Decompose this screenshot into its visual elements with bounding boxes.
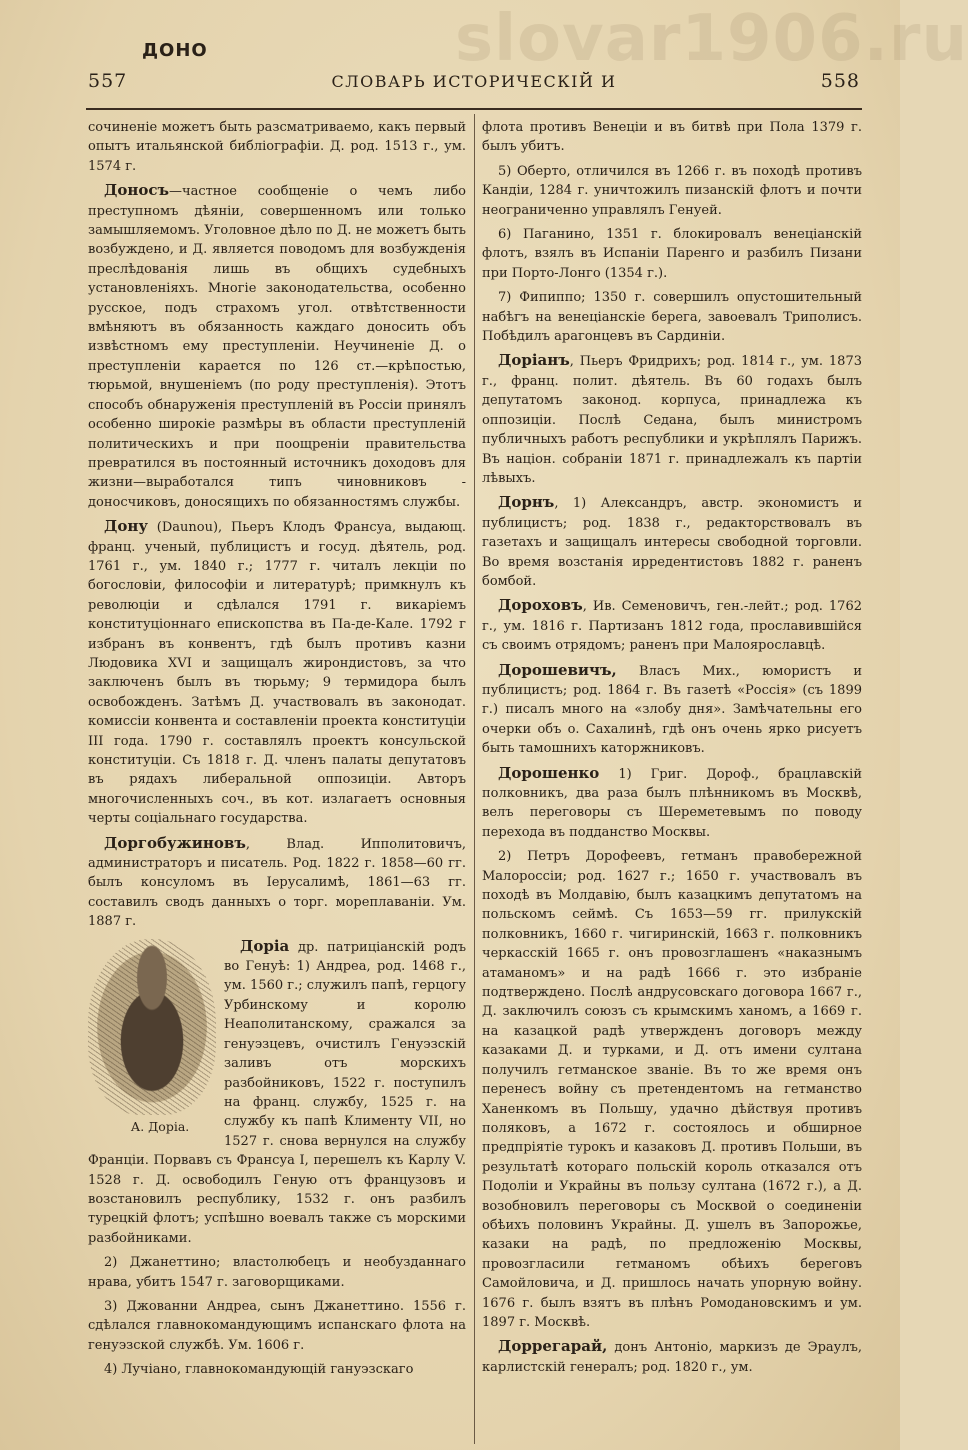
entry-text: Власъ Мих., юмористъ и публицистъ; род. 1864 г. Въ газетѣ «Россія» (съ 1899 г.) писалъ много на «злобу дня». Замѣчательны его очерки объ о. Сахалинѣ, гдѣ онъ очень ярко рисуетъ быть тамошнихъ каторжниковъ. bbox=[482, 663, 862, 757]
header-rule bbox=[86, 108, 862, 110]
running-head: ДОНО bbox=[142, 40, 208, 61]
portrait-caption: А. Доріа. bbox=[130, 1118, 190, 1134]
book-title: СЛОВАРЬ ИСТОРИЧЕСКІЙ И bbox=[331, 72, 617, 91]
entry-text: , Влад. Ипполитовичъ, администраторъ и писатель. Род. 1822 г. 1858—60 гг. былъ консуломъ въ Іерусалимѣ, 1861—63 гг. составилъ сводъ данныхъ о торг. мореплаваніи. Ум. 1887 г. bbox=[88, 836, 466, 930]
entry-text: , Ив. Семеновичъ, ген.-лейт.; род. 1762 г., ум. 1816 г. Партизанъ 1812 года, прославившійся съ своимъ отрядомъ; раненъ при Малоярославцѣ. bbox=[482, 599, 862, 654]
headword: Дороховъ bbox=[498, 596, 583, 615]
page-header bbox=[88, 70, 860, 96]
entry-doroshenko bbox=[482, 764, 862, 843]
entry-doria bbox=[88, 937, 466, 1249]
headword: Дорнъ bbox=[498, 493, 555, 512]
entry-doria-6: 6) Паганино, 1351 г. блокировалъ венеціанскій флотъ, взялъ въ Испаніи Паренго и разбилъ Пизани при Порто-Лонго (1354 г.). bbox=[482, 227, 862, 281]
entry-doria-3: 3) Джованни Андреа, сынъ Джанеттино. 1556 г. сдѣлался главнокомандующимъ испанскаго флота на генуэзской службѣ. Ум. 1606 г. bbox=[88, 1298, 466, 1353]
headword: Дорошевичъ, bbox=[498, 660, 617, 679]
entry-doroshenko-2: 2) Петръ Дорофеевъ, гетманъ правобережной Малороссіи; род. 1627 г.; 1650 г. участвовалъ въ походѣ въ Молдавію, былъ казацкимъ депутатомъ на польскомъ сеймѣ. Съ 1653—59 гг. прилукскій полковникъ, 1660 г. чигиринскій, 1663 г. полковникъ черкасскій 1665 г. онъ провозглашенъ «наказнымъ атаманомъ» и на радѣ 1666 г. это избраніе подтверждено. Послѣ андрусовскаго договора 1667 г., Д. заключилъ союзъ съ крымскимъ ханомъ, а 1669 г. на казацкой радѣ утвержденъ договоръ между казаками Д. и турками, и Д. отъ имени султана получилъ гетманское званіе. Въ то же время онъ перенесъ войну съ претендентомъ на гетманство Ханенкомъ въ Польшу, удачно дѣйствуя противъ поляковъ, а 1672 г. состоялось и обширное предпріятіе турокъ и казаковъ Д. противъ Польши, въ результатѣ котораго польскій король отказался отъ Подоліи и Украйны въ пользу султана (1672 г.), а Д. возобновилъ переговоры съ Москвой о соединеніи обѣихъ половинъ Украйны. Д. ушелъ въ Запорожье, казаки на радѣ, по предложенію Москвы, провозгласили гетманомъ обѣихъ береговъ Самойловича, и Д. пришлось начать упорную войну. 1676 г. былъ взятъ въ плѣнъ Ромодановскимъ и ум. 1897 г. Москвѣ. bbox=[482, 849, 862, 1330]
entry-text: , 1) Александръ, австр. экономистъ и публицистъ; род. 1838 г., редакторствовалъ въ газетахъ и защищалъ интересы свободной торговли. Во время возстанія ирредентистовъ 1882 г. раненъ бомбой. bbox=[482, 496, 862, 589]
page-number-left: 557 bbox=[88, 70, 128, 92]
entry-continuation: флота противъ Венеціи и въ битвѣ при Пола 1379 г. былъ убитъ. bbox=[482, 120, 862, 155]
headword: Доргобужиновъ bbox=[104, 833, 246, 852]
entry-text: др. патриціанскій родъ во Генуѣ: 1) Андреа, род. 1468 г., ум. 1560 г.; служилъ папѣ, герцогу Урбинскому и королю Неаполитанскому, сражался за генуэзцевъ, очистилъ Генуэзскій заливъ отъ морскихъ разбойниковъ, 1522 г. поступилъ на франц. службу, 1525 г. на службу къ папѣ Клименту VII, но 1527 г. снова вернулся на службу Франціи. Порвавъ съ Франсуа I, перешелъ къ Карлу V. 1528 г. Д. освободилъ Геную отъ французовъ и возстановилъ республику, 1532 г. онъ разбилъ турецкій флотъ; успѣшно воевалъ также съ морскими разбойниками. bbox=[88, 939, 466, 1246]
entry-doria-5: 5) Оберто, отличился въ 1266 г. въ походѣ противъ Кандіи, 1284 г. уничтожилъ пизанскій флотъ и почти неограниченно управлялъ Генуей. bbox=[482, 163, 862, 218]
entry-continuation: сочиненіе можетъ быть разсматриваемо, какъ первый опытъ итальянской библіографіи. Д. род. 1513 г., ум. 1574 г. bbox=[88, 120, 466, 174]
entry-donos bbox=[88, 181, 466, 512]
entry-text: (Daunou), Пьеръ Клодъ Франсуа, выдающ. франц. ученый, публицистъ и госуд. дѣятель, род. 1761 г., ум. 1840 г.; 1777 г. читалъ лекціи по богословіи, философіи и литературѣ; примкнулъ къ революціи и сдѣлался 1791 г. викаріемъ конституціоннаго епископства въ Па-де-Кале. 1792 г избранъ въ конвентъ, гдѣ былъ противъ казни Людовика XVI и защищалъ жирондистовъ, за что заключенъ былъ въ тюрьму; 9 термидора былъ освобожденъ. Затѣмъ Д. участвовалъ въ законодат. комиссіи конвента и составленіи проекта конституціи III года. 1790 г. составлялъ проектъ консульской конституціи. Съ 1818 г. Д. членъ палаты депутатовъ въ рядахъ либеральной оппозиціи. Авторъ многочисленныхъ соч., въ кот. излагаетъ основныя черты соціальнаго государства. bbox=[88, 520, 466, 827]
left-column bbox=[88, 118, 466, 1444]
entry-doria-2: 2) Джанеттино; властолюбецъ и необузданнаго нрава, убитъ 1547 г. заговорщиками. bbox=[88, 1255, 466, 1290]
column-divider bbox=[474, 114, 475, 1444]
page-number-right: 558 bbox=[820, 70, 860, 92]
portrait-image bbox=[88, 939, 216, 1115]
headword: Доріанъ bbox=[498, 351, 570, 370]
entry-doria-7: 7) Фипиппо; 1350 г. совершилъ опустошительный набѣгъ на венеціанскіе берега, завоевалъ Триполисъ. Побѣдилъ арагонцевъ въ Сардиніи. bbox=[482, 290, 862, 345]
headword: Дорошенко bbox=[498, 763, 600, 782]
watermark: slovar1906.ru bbox=[455, 2, 968, 76]
entry-text: донъ Антоніо, маркизъ де Эраулъ, карлистскій генералъ; род. 1820 г., ум. bbox=[482, 1340, 862, 1375]
entry-doroshevich bbox=[482, 661, 862, 759]
entry-text: , Пьеръ Фридрихъ; род. 1814 г., ум. 1873 г., франц. полит. дѣятель. Въ 60 годахъ былъ депутатомъ законод. корпуса, принадлежа къ оппозиціи. Послѣ Седана, былъ министромъ публичныхъ работъ республики и укрѣплялъ Парижъ. Въ націон. собраніи 1871 г. принадлежалъ къ партіи лѣвыхъ. bbox=[482, 354, 862, 486]
portrait-figure bbox=[88, 939, 216, 1135]
entry-dorregarai bbox=[482, 1337, 862, 1377]
entry-donu bbox=[88, 517, 466, 829]
entry-dorn bbox=[482, 493, 862, 591]
entry-doria-4: 4) Лучіано, главнокомандующій гануэзскаго bbox=[104, 1362, 414, 1378]
entry-text: 1) Григ. Дороф., брацлавскій полковникъ, два раза былъ плѣнникомъ въ Москвѣ, велъ переговоры съ Шереметевымъ по поводу перехода въ подданство Москвы. bbox=[482, 766, 862, 840]
entry-dorian bbox=[482, 351, 862, 488]
entry-dorgobuzhinov bbox=[88, 834, 466, 932]
headword: Дону bbox=[104, 517, 148, 536]
headword: Доносъ bbox=[104, 181, 169, 200]
entry-dorokhov bbox=[482, 596, 862, 655]
headword: Доріа bbox=[240, 936, 290, 955]
right-column bbox=[482, 118, 862, 1444]
entry-text: —частное сообщеніе о чемъ либо преступномъ дѣяніи, совершенномъ или только замышляемомъ. Уголовное дѣло по Д. не можетъ быть возбуждено, и Д. является поводомъ для возбужденія преслѣдованія лишь въ общихъ судебныхъ установленіяхъ. Многіе законодательства, особенно русское, подъ страхомъ угол. отвѣтственности вмѣняютъ въ обязанность каждаго доносить объ извѣстномъ ему преступленіи. Неучиненіе Д. о преступленіи карается по 126 ст.—крѣпостью, тюрьмой, внушеніемъ (по роду преступленія). Этотъ способъ обнаруженія преступленій въ Россіи принялъ особенно широкіе размѣры въ области преступленій политическихъ и при поощреніи правительства превратился въ постоянный источникъ доходовъ для жизни—выработался типъ чиновниковъ - доносчиковъ, доносящихъ по обязанностямъ службы. bbox=[88, 184, 466, 510]
headword: Доррегарай, bbox=[498, 1337, 608, 1356]
